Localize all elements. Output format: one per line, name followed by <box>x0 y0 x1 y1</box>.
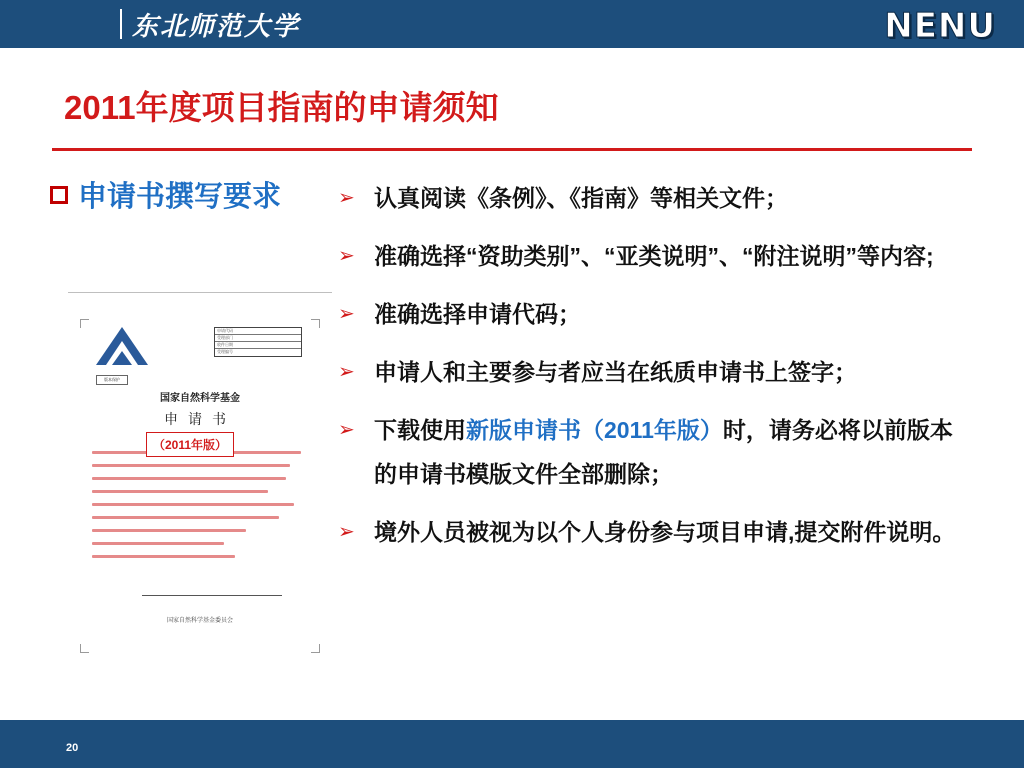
university-logo <box>120 8 300 40</box>
info-table <box>214 327 302 357</box>
crop-mark <box>311 319 320 328</box>
section-heading-text: 申请书撰写要求 <box>78 181 282 213</box>
arrow-right-icon: ➢ <box>338 245 355 267</box>
section-heading <box>50 174 281 215</box>
small-tag: 版本保护 <box>96 375 128 385</box>
footer-bar <box>0 720 1024 768</box>
list-item <box>338 234 988 278</box>
list-item-text: 申请人和主要参与者应当在纸质申请书上签字； <box>374 359 857 385</box>
list-item-text: 境外人员被视为以个人身份参与项目申请,提交附件说明。 <box>374 519 956 545</box>
crop-mark <box>80 319 89 328</box>
university-name: 东北师范大学 <box>132 11 301 42</box>
list-item <box>338 510 988 554</box>
info-row: 收件日期 <box>215 342 301 349</box>
checkbox-icon <box>50 186 68 204</box>
arrow-right-icon: ➢ <box>338 303 355 325</box>
page-number: 20 <box>66 742 79 754</box>
slide-title: 2011年度项目指南的申请须知 <box>64 89 499 126</box>
list-item-text <box>374 408 974 496</box>
title-divider <box>52 148 972 151</box>
application-form-thumbnail <box>68 292 332 665</box>
list-item-text: 准确选择“资助类别”、“亚类说明”、“附注说明”等内容; <box>374 243 934 269</box>
arrow-right-icon: ➢ <box>338 361 355 383</box>
form-title: 申请书 <box>164 411 236 427</box>
date-line <box>92 589 272 599</box>
info-row: 受理编号 <box>217 349 233 354</box>
requirements-list <box>338 176 988 568</box>
crop-mark <box>80 644 89 653</box>
highlight-text: 新版申请书（2011年版） <box>466 417 723 443</box>
list-item <box>338 408 988 496</box>
info-row: 受理部门 <box>215 335 301 342</box>
text-segment: 时，请务必将以前版本的申请书模版文件全部删除； <box>374 417 953 487</box>
arrow-right-icon: ➢ <box>338 187 355 209</box>
crop-mark <box>311 644 320 653</box>
list-item <box>338 350 988 394</box>
list-item-text: 认真阅读《条例》、《指南》等相关文件； <box>374 185 788 211</box>
arrow-right-icon: ➢ <box>338 521 355 543</box>
list-item <box>338 176 988 220</box>
instruction-text-lines <box>92 451 312 568</box>
text-segment: 下载使用 <box>374 417 466 443</box>
nsfc-logo-icon <box>96 325 148 365</box>
brand-logo: NENU <box>884 6 996 46</box>
fund-name: 国家自然科学基金 <box>160 393 240 404</box>
info-row: 申请代码 <box>215 328 301 335</box>
committee-name: 国家自然科学基金委员会 <box>166 618 233 624</box>
version-tag: （2011年版） <box>146 432 234 457</box>
list-item <box>338 292 988 336</box>
list-item-text: 准确选择申请代码； <box>374 301 581 327</box>
arrow-right-icon: ➢ <box>338 419 355 441</box>
logo-divider <box>120 9 122 39</box>
